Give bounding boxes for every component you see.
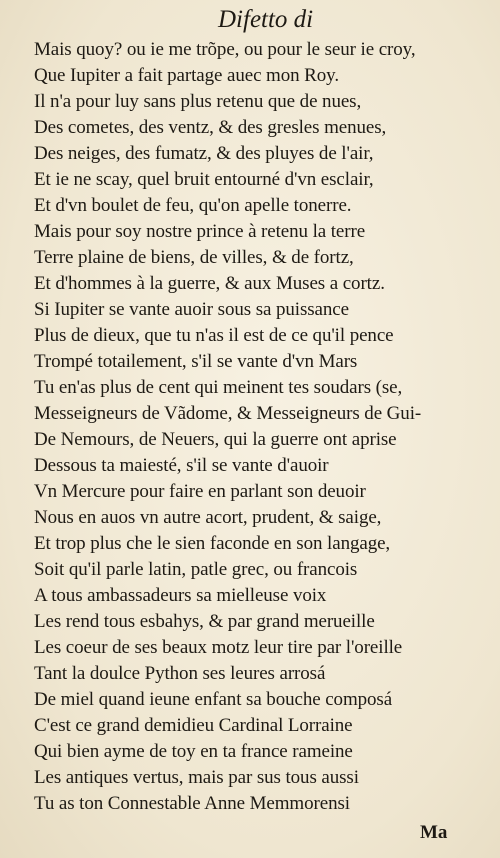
verse-line: Trompé totailement, s'il se vante d'vn Mars [34,351,358,372]
verse-line: Nous en auos vn autre acort, prudent, & saige, [34,507,382,528]
verse-line: Il n'a pour luy sans plus retenu que de nues, [34,91,362,112]
verse-line: De Nemours, de Neuers, qui la guerre ont aprise [34,429,397,450]
verse-line: Et d'vn boulet de feu, qu'on apelle tonerre. [34,195,352,216]
verse-line: Tu en'as plus de cent qui meinent tes soudars (se, [34,377,403,398]
verse-line: Les coeur de ses beaux motz leur tire par l'oreille [34,637,403,658]
verse-line: Mais pour soy nostre prince à retenu la terre [34,221,366,242]
verse-line: Et ie ne scay, quel bruit entourné d'vn esclair, [34,169,374,190]
verse-line: Tant la doulce Python ses leures arrosá [34,663,326,684]
verse-line: A tous ambassadeurs sa mielleuse voix [34,585,327,606]
verse-line: Plus de dieux, que tu n'as il est de ce qu'il pence [34,325,394,346]
verse-line: Mais quoy? ou ie me trõpe, ou pour le seur ie croy, [34,39,416,60]
verse-line: C'est ce grand demidieu Cardinal Lorraine [34,715,353,736]
verse-line: Les rend tous esbahys, & par grand merueille [34,611,375,632]
verse-line: Dessous ta maiesté, s'il se vante d'auoir [34,455,329,476]
page-header [0,2,500,38]
verse-line: Des cometes, des ventz, & des gresles menues, [34,117,387,138]
catchword: Ma [420,822,448,843]
verse-line: Que Iupiter a fait partage auec mon Roy. [34,65,339,86]
verse-line: Des neiges, des fumatz, & des pluyes de l'air, [34,143,374,164]
verse-line: Les antiques vertus, mais par sus tous aussi [34,767,359,788]
verse-line: Messeigneurs de Vãdome, & Messeigneurs de Gui- [34,403,422,424]
verse-line: De miel quand ieune enfant sa bouche composá [34,689,393,710]
verse-line: Qui bien ayme de toy en ta france rameine [34,741,353,762]
verse-line: Soit qu'il parle latin, patle grec, ou francois [34,559,358,580]
verse-line: Tu as ton Connestable Anne Memmorensi [34,793,350,814]
verse-line: Si Iupiter se vante auoir sous sa puissance [34,299,349,320]
verse-line: Terre plaine de biens, de villes, & de fortz, [34,247,354,268]
verse-line: Et d'hommes à la guerre, & aux Muses a cortz. [34,273,385,294]
verse-line: Vn Mercure pour faire en parlant son deuoir [34,481,366,502]
running-head: Difetto di [218,6,314,33]
verse-line: Et trop plus che le sien faconde en son langage, [34,533,391,554]
